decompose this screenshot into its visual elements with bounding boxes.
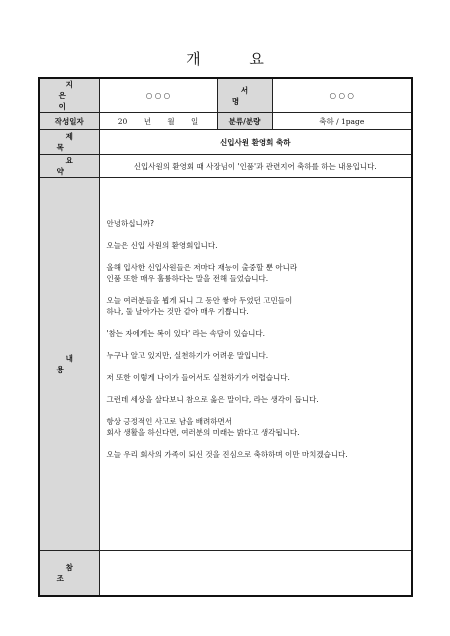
- content-paragraph: 항상 긍정적인 사고로 남을 배려하면서 회사 생활을 하신다면, 여러분의 미래는 밝다고 생각됩니다.: [106, 417, 300, 437]
- content-paragraph: 안녕하십니까?: [106, 219, 154, 228]
- content-paragraph: 오늘 여러분들을 뵙게 되니 그 동안 쌓아 두었던 고민들이 하나, 둘 날아가는 것만 같아 매우 기쁩니다.: [106, 296, 293, 316]
- subject-value: 신입사원 환영회 축하: [99, 130, 412, 155]
- content-paragraph: 올해 입사한 신입사원들은 저마다 재능이 출중할 뿐 아니라 인품 또한 매우 훌륭하다는 말을 전해 들었습니다.: [106, 263, 298, 283]
- summary-value: 신입사원의 환영회 때 사장님이 '인품'과 관련지어 축하를 하는 내용입니다.: [99, 155, 412, 178]
- subject-row: [39, 130, 412, 155]
- content-paragraphs: [100, 178, 412, 460]
- content-paragraph: 누구나 알고 있지만, 실천하기가 어려운 말입니다.: [106, 351, 269, 360]
- date-label: 작성일자: [39, 113, 99, 130]
- date-value: 20 년 월 일: [99, 113, 217, 130]
- content-row: [39, 178, 412, 551]
- subject-label: 제 목: [39, 130, 99, 155]
- author-label: 지 은 이: [39, 78, 99, 113]
- content-paragraph: 오늘은 신입 사원의 환영회입니다.: [106, 241, 218, 250]
- content-body: [99, 178, 412, 551]
- content-paragraph: 오늘 우리 회사의 가족이 되신 것을 진심으로 축하하며 이만 마치겠습니다.: [106, 450, 348, 459]
- date-row: [39, 113, 412, 130]
- content-paragraph: 그런데 세상을 살다보니 참으로 옳은 말이다, 라는 생각이 듭니다.: [106, 395, 319, 404]
- overview-form: [38, 77, 413, 597]
- signature-label: 서 명: [217, 78, 272, 113]
- summary-label: 요 약: [39, 155, 99, 178]
- content-paragraph: 저 또한 이렇게 나이가 들어서도 실천하기가 어렵습니다.: [106, 373, 290, 382]
- reference-value: [99, 551, 412, 596]
- summary-row: [39, 155, 412, 178]
- author-row: [39, 78, 412, 113]
- document-title: 개 요: [186, 50, 286, 68]
- content-paragraph: '참는 자에게는 복이 있다' 라는 속담이 있습니다.: [106, 329, 265, 338]
- category-label: 분류/분량: [217, 113, 272, 130]
- reference-label: 참 조: [39, 551, 99, 596]
- content-label: 내 용: [39, 178, 99, 551]
- category-value: 축하 / 1page: [272, 113, 412, 130]
- reference-row: [39, 551, 412, 596]
- signature-value: ○ ○ ○: [272, 78, 412, 113]
- author-value: ○ ○ ○: [99, 78, 217, 113]
